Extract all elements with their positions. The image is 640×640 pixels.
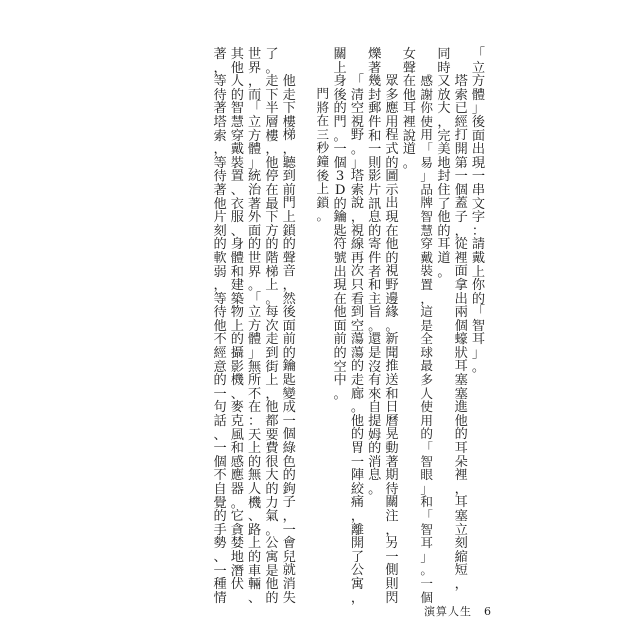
text-column: 塔 索 已 經 打 開 第 一 個 蓋 子 ， 從 裡 面 拿 出 兩 個 蠔 狀 耳 塞 塞 進 他 的 耳 朵 裡 ， 耳 塞 立 刻 縮 短 ， xyxy=(454,74,468,592)
text-column: 了 。 走 下 半 層 樓 ， 他 停 在 最 下 方 的 階 梯 上 。 每 次 走 到 街 上 ， 他 都 要 費 很 大 的 力 氣 。 公 寓 是 他 的 xyxy=(265,47,279,606)
text-column: 門 將 在 三 秒 鐘 後 上 鎖 。 xyxy=(316,86,330,224)
text-column: 女 聲 在 他 耳 裡 說 道 。 xyxy=(402,47,416,171)
text-column: 其 他 人 的 智 慧 穿 戴 裝 置 、 衣 服 、 身 體 和 建 築 物 上 的 攝 影 機 、 麥 克 風 和 感 應 器 。 它 貪 婪 地 潛 伏 xyxy=(230,47,244,593)
page-footer xyxy=(424,603,492,619)
text-column: 他 走 下 樓 梯 ， 聽 到 前 門 上 鎖 的 聲 音 ， 然 後 面 前 的 鑰 匙 變 成 一 個 綠 色 的 鉤 子 ， 一 會 兒 就 消 失 xyxy=(282,74,296,606)
text-column: 著 ， 等 待 著 塔 索 ， 等 待 著 他 片 刻 的 軟 弱 ， 等 待 他 不 經 意 的 一 句 話 、 一 個 不 自 覺 的 手 勢 、 一 種 情 xyxy=(213,47,227,606)
text-column: 爍 著 幾 封 郵 件 和 一 則 影 片 訊 息 的 寄 件 者 和 主 旨 。 還 是 沒 有 來 自 提 姆 的 消 息 。 xyxy=(368,47,382,497)
text-column: 同 時 又 放 大 ， 完 美 地 封 住 了 他 的 耳 道 。 xyxy=(437,47,451,280)
text-column: 關 上 身 後 的 門 。 一 個 3 D 的 鑰 匙 符 號 出 現 在 他 面 前 的 空 中 。 xyxy=(333,47,347,402)
vertical-text-block xyxy=(146,47,486,606)
text-column: 世 界 ， 而 「 立 方 體 」 統 治 著 外 面 的 世 界 。 「 立 方 體 」 無 所 不 在 ： 天 上 的 無 人 機 、 路 上 的 車 輛 、 xyxy=(248,47,262,606)
text-column: 眾 多 應 用 程 式 的 圖 示 出 現 在 他 的 視 野 邊 緣 。 新 聞 推 送 和 日 曆 晃 動 著 期 待 關 注 ， 另 一 側 則 閃 xyxy=(385,74,399,606)
running-title: 演算人生 xyxy=(424,605,472,618)
text-column: 「 清 空 視 野 。 」 塔 索 說 ， 視 線 再 次 只 看 到 空 蕩 蕩 的 走 廊 。 他 的 胃 一 陣 絞 痛 ， 離 開 了 公 寓 ， xyxy=(350,74,365,606)
text-column: 感 謝 你 使 用 「 易 」 品 牌 智 慧 穿 戴 裝 置 ， 這 是 全 球 最 多 人 使 用 的 「 智 眼 」 和 「 智 耳 」 。 一 個 xyxy=(420,73,433,605)
text-column: 「 立 方 體 」 後 面 出 現 一 串 文 字 ： 請 戴 上 你 的 「 智 耳 」 。 xyxy=(471,47,486,375)
page-number: 6 xyxy=(484,604,492,618)
